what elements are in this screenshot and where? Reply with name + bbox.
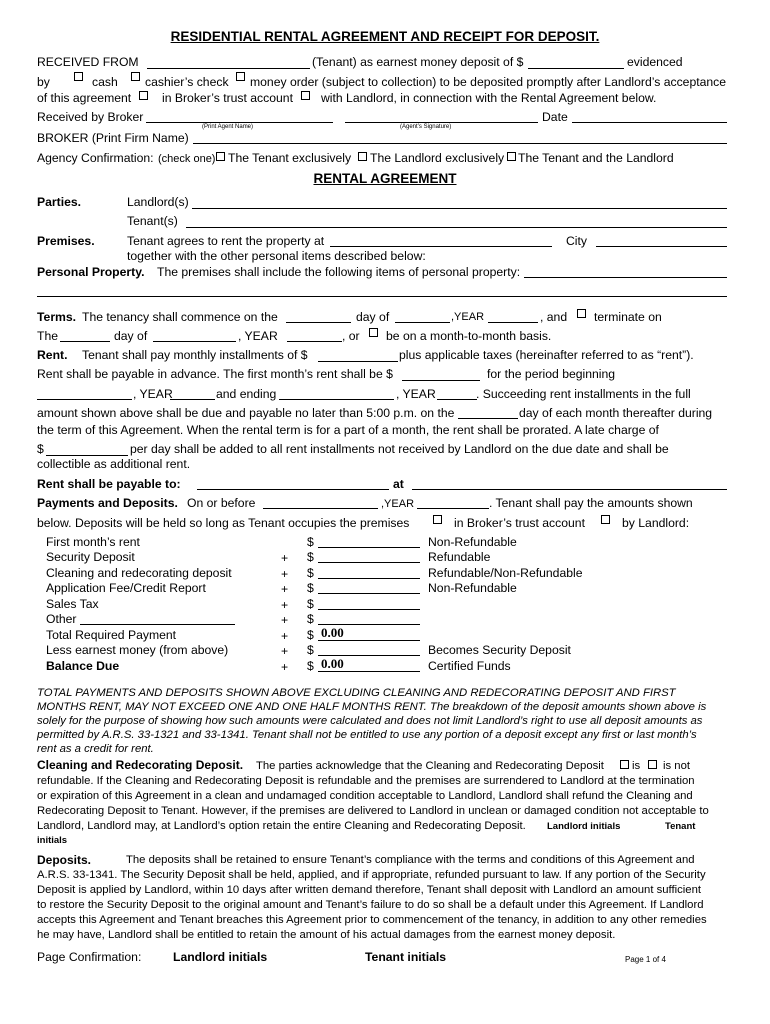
deposits-para-line: Deposit is applied by Landlord, within 10 days after written demand therefore, Tenant shall deposit with Landlord an amount sufficient: [37, 884, 701, 896]
table-row-label: Less earnest money (from above): [46, 643, 229, 657]
deposits-para-line: he may have, Landlord shall be entitled to retain the amount of his actual damages from the earnest money deposit.: [37, 929, 616, 941]
table-row-label: Application Fee/Credit Report: [46, 581, 206, 595]
deposit-brokers-trust-label: in Broker’s trust account: [454, 516, 585, 530]
table-row-label: Sales Tax: [46, 597, 99, 611]
cleaning-deposit-label: Cleaning and Redecorating Deposit.: [37, 758, 244, 772]
cleaning-is-not-label: is not: [663, 760, 691, 772]
terminate-year-field[interactable]: [287, 341, 342, 342]
table-row-label: Total Required Payment: [46, 628, 177, 642]
cash-checkbox[interactable]: [74, 72, 83, 81]
day-of-label: day of: [356, 310, 390, 324]
cleaning-para-line: Redecorating Deposit to Tenant. However, if the premises are delivered to Landlord in unclean or damaged condition not acceptable to: [37, 805, 709, 817]
period-beginning-text: for the period beginning: [487, 367, 616, 381]
due-day-field[interactable]: [458, 418, 518, 419]
terminate-label: terminate on: [594, 310, 662, 324]
commence-year-field[interactable]: [488, 322, 538, 323]
page-confirmation-label: Page Confirmation:: [37, 950, 142, 964]
italic-para-line: solely for the purpose of showing how such amounts were calculated and does not limit Landlord’s right to use all deposit amounts as: [37, 715, 703, 727]
payment-year-field[interactable]: [417, 508, 489, 509]
table-row-dollar: $: [307, 581, 314, 595]
succeeding-text: . Succeeding rent installments in the full: [476, 387, 691, 401]
broker-firm-label: BROKER (Print Firm Name): [37, 131, 189, 145]
with-landlord-checkbox[interactable]: [301, 91, 310, 100]
table-row-dollar: $: [307, 550, 314, 564]
table-row-note: Refundable: [428, 550, 491, 564]
broker-firm-field[interactable]: [193, 143, 727, 144]
amount-shown-text: amount shown above shall be due and payable no later than 5:00 p.m. on the: [37, 406, 455, 420]
amounts-shown-text: . Tenant shall pay the amounts shown: [489, 496, 693, 510]
tenants-field[interactable]: [186, 227, 727, 228]
italic-para-line: TOTAL PAYMENTS AND DEPOSITS SHOWN ABOVE EXCLUDING CLEANING AND REDECORATING DEPOSIT AND FIRST: [37, 687, 676, 699]
footer-tenant-initials: Tenant initials: [365, 950, 447, 964]
deposits-para-line: accepts this Agreement and Tenant breaches this Agreement prior to commencement of the tenancy, in addition to any other remedies: [37, 914, 707, 926]
terms-label: Terms.: [37, 310, 77, 324]
first-month-rent-field[interactable]: [402, 380, 480, 381]
deposit-landlord-label: by Landlord:: [622, 516, 690, 530]
deposits-para-line: A.R.S. 33-1341. The Security Deposit shall be held, applied, and if appropriate, refunded pursuant to law. If any portion of the Security: [37, 869, 706, 881]
payable-at-field[interactable]: [412, 489, 727, 490]
payments-deposits-label: Payments and Deposits.: [37, 496, 178, 510]
table-row-plus: +: [281, 598, 289, 612]
terminate-month-field[interactable]: [153, 341, 236, 342]
landlord-exclusive-label: The Landlord exclusively: [370, 151, 505, 165]
date-label: Date: [542, 110, 568, 124]
rent-advance-text: Rent shall be payable in advance. The first month’s rent shall be $: [37, 367, 393, 381]
commence-month-field[interactable]: [395, 322, 450, 323]
evidenced-label: evidenced: [627, 55, 683, 69]
rental-agreement-heading: RENTAL AGREEMENT: [313, 171, 457, 186]
table-row-dollar: $: [307, 643, 314, 657]
deposit-brokers-trust-checkbox[interactable]: [433, 515, 442, 524]
cleaning-is-label: is: [632, 760, 641, 772]
period-begin-year-field[interactable]: [170, 399, 215, 400]
deposit-landlord-checkbox[interactable]: [601, 515, 610, 524]
cleaning-initials-word: initials: [37, 835, 68, 846]
money-order-label: money order (subject to collection) to be deposited promptly after Landlord’s acceptance: [250, 75, 727, 89]
application-fee-field[interactable]: [318, 593, 420, 594]
parties-label: Parties.: [37, 195, 82, 209]
tenant-name-field[interactable]: [147, 68, 310, 69]
agent-signature-field[interactable]: [345, 122, 538, 123]
cleaning-deposit-field[interactable]: [318, 578, 420, 579]
sales-tax-field[interactable]: [318, 609, 420, 610]
personal-property-field-2[interactable]: [37, 296, 727, 297]
late-charge-field[interactable]: [46, 455, 128, 456]
and-ending-label: and ending: [216, 387, 277, 401]
table-row-dollar: $: [307, 566, 314, 580]
premises-text: Tenant agrees to rent the property at: [127, 234, 325, 248]
document-title: RESIDENTIAL RENTAL AGREEMENT AND RECEIPT FOR DEPOSIT.: [170, 29, 600, 44]
day-of-label-2: day of: [114, 329, 148, 343]
money-order-checkbox[interactable]: [236, 72, 245, 81]
total-payment-value: 0.00: [321, 625, 344, 640]
rent-label: Rent.: [37, 348, 68, 362]
received-by-label: Received by Broker: [37, 110, 144, 124]
earnest-amount-field[interactable]: [528, 68, 624, 69]
tenant-exclusive-label: The Tenant exclusively: [228, 151, 352, 165]
balance-due-value: 0.00: [321, 656, 344, 671]
terms-text: The tenancy shall commence on the: [82, 310, 278, 324]
cleaning-tenant-initials: Tenant: [665, 821, 696, 832]
year-label-2: , YEAR: [238, 329, 278, 343]
per-day-text: per day shall be added to all rent installments not received by Landlord on the due date and shall be: [130, 442, 669, 456]
deposits-label: Deposits.: [37, 853, 92, 867]
or-label: , or: [342, 329, 360, 343]
payable-at-label: at: [393, 477, 404, 491]
table-row-plus: +: [281, 582, 289, 596]
city-label: City: [566, 234, 587, 248]
earnest-deposit-label: (Tenant) as earnest money deposit of $: [312, 55, 524, 69]
payment-date-field[interactable]: [263, 508, 378, 509]
table-row-plus: +: [281, 613, 289, 627]
cleaning-para-line: refundable. If the Cleaning and Redecorating Deposit is refundable and the premises are surrendered to Landlord at the termination: [37, 775, 695, 787]
of-agreement-label: of this agreement: [37, 91, 132, 105]
page-number: Page 1 of 4: [625, 955, 666, 964]
cleaning-text: The parties acknowledge that the Cleaning and Redecorating Deposit: [256, 760, 604, 772]
italic-para-line: MONTHS RENT, MAY NOT EXCEED ONE AND ONE HALF MONTHS RENT. The breakdown of the deposit amounts shown above is: [37, 701, 707, 713]
footer-landlord-initials: Landlord initials: [173, 950, 268, 964]
payment-year-label: ,YEAR: [381, 498, 415, 510]
table-row-label: First month’s rent: [46, 535, 140, 549]
monthly-rent-field[interactable]: [318, 361, 398, 362]
cleaning-landlord-initials: Landlord initials: [547, 821, 621, 832]
payable-to-label: Rent shall be payable to:: [37, 477, 181, 491]
both-parties-checkbox[interactable]: [507, 152, 516, 161]
table-row-plus: +: [281, 551, 289, 565]
year-label-3: , YEAR: [133, 387, 173, 401]
other-description-field[interactable]: [80, 624, 235, 625]
table-row-note: Non-Refundable: [428, 581, 517, 595]
on-before-label: On or before: [187, 496, 256, 510]
cleaning-is-checkbox[interactable]: [620, 760, 629, 769]
deposits-held-text: below. Deposits will be held so long as Tenant occupies the premises: [37, 516, 410, 530]
plus-taxes-text: plus applicable taxes (hereinafter referred to as “rent”).: [399, 348, 694, 362]
year-label: ,YEAR: [451, 311, 485, 323]
received-from-label: RECEIVED FROM: [37, 55, 139, 69]
date-field[interactable]: [572, 122, 727, 123]
terminate-day-field[interactable]: [60, 341, 110, 342]
personal-property-text: The premises shall include the following items of personal property:: [157, 265, 521, 279]
by-label: by: [37, 75, 50, 89]
tenants-label: Tenant(s): [127, 214, 178, 228]
period-end-year-field[interactable]: [437, 399, 477, 400]
landlords-field[interactable]: [192, 208, 727, 209]
cleaning-para-line: Landlord, Landlord may, at Landlord’s option retain the entire Cleaning and Redecorating Deposit.: [37, 820, 526, 832]
personal-property-field[interactable]: [524, 277, 727, 278]
check-one-label: (check one): [158, 153, 216, 165]
balance-due-field[interactable]: [318, 671, 420, 672]
month-to-month-label: be on a month-to-month basis.: [386, 329, 552, 343]
landlords-label: Landlord(s): [127, 195, 189, 209]
tenant-exclusive-checkbox[interactable]: [216, 152, 225, 161]
together-text: together with the other personal items described below:: [127, 249, 426, 263]
city-field[interactable]: [596, 246, 727, 247]
italic-para-line: rent as a credit for rent.: [37, 743, 154, 755]
table-row-note: Becomes Security Deposit: [428, 643, 571, 657]
cleaning-is-not-checkbox[interactable]: [648, 760, 657, 769]
table-row-dollar: $: [307, 659, 314, 673]
term-prorate-text: the term of this Agreement. When the rental term is for a part of a month, the rent shall be prorated. A late charge of: [37, 423, 659, 437]
table-row-note: Refundable/Non-Refundable: [428, 566, 583, 580]
day-each-month-text: day of each month thereafter during: [519, 406, 713, 420]
year-label-4: , YEAR: [396, 387, 436, 401]
table-row-dollar: $: [307, 612, 314, 626]
collectible-text: collectible as additional rent.: [37, 457, 191, 471]
cleaning-para-line: or expiration of this Agreement in a clean and undamaged condition acceptable to Landlord, Landlord shall refund the Cleaning and: [37, 790, 693, 802]
agent-signature-caption: (Agent’s Signature): [400, 124, 452, 130]
period-end-date-field[interactable]: [279, 399, 394, 400]
table-row-plus: +: [281, 644, 289, 658]
print-agent-caption: (Print Agent Name): [202, 124, 254, 130]
landlord-exclusive-checkbox[interactable]: [358, 152, 367, 161]
table-row-plus: +: [281, 629, 289, 643]
rent-installment-text: Tenant shall pay monthly installments of $: [82, 348, 308, 362]
brokers-trust-label: in Broker’s trust account: [162, 91, 293, 105]
both-parties-label: The Tenant and the Landlord: [518, 151, 674, 165]
payable-to-field[interactable]: [197, 489, 389, 490]
period-begin-date-field[interactable]: [37, 399, 132, 400]
brokers-trust-checkbox[interactable]: [139, 91, 148, 100]
table-row-note: Certified Funds: [428, 659, 511, 673]
premises-address-field[interactable]: [330, 246, 552, 247]
premises-label: Premises.: [37, 234, 95, 248]
deposits-para-line: to restore the Security Deposit to the original amount and Tenant’s failure to do so shall be a default under this Agreement. If Landlord: [37, 899, 704, 911]
table-row-note: Non-Refundable: [428, 535, 517, 549]
security-deposit-field[interactable]: [318, 562, 420, 563]
cash-label: cash: [92, 75, 118, 89]
total-payment-field[interactable]: [318, 640, 420, 641]
commence-day-field[interactable]: [286, 322, 351, 323]
table-row-label: Security Deposit: [46, 550, 135, 564]
agent-name-field[interactable]: [146, 122, 333, 123]
table-row-plus: +: [281, 660, 289, 674]
late-dollar-label: $: [37, 442, 44, 456]
the-label: The: [37, 329, 59, 343]
deposits-para-line: The deposits shall be retained to ensure Tenant’s compliance with the terms and conditions of this Agreement and: [126, 854, 695, 866]
table-row-dollar: $: [307, 535, 314, 549]
with-landlord-label: with Landlord, in connection with the Rental Agreement below.: [321, 91, 657, 105]
table-row-dollar: $: [307, 597, 314, 611]
first-month-amount-field[interactable]: [318, 547, 420, 548]
and-label: , and: [540, 310, 568, 324]
table-row-dollar: $: [307, 628, 314, 642]
table-row-label: Other: [46, 612, 77, 626]
personal-property-label: Personal Property.: [37, 265, 145, 279]
italic-para-line: permitted by A.R.S. 33-1321 and 33-1341. Tenant shall not be entitled to use any portion of a deposit except any first or last month’s: [37, 729, 697, 741]
cashiers-check-checkbox[interactable]: [131, 72, 140, 81]
table-row-plus: +: [281, 567, 289, 581]
agency-confirmation-label: Agency Confirmation:: [37, 151, 154, 165]
month-to-month-checkbox[interactable]: [369, 328, 378, 337]
table-row-label: Balance Due: [46, 659, 120, 673]
terminate-checkbox[interactable]: [577, 309, 586, 318]
cashiers-check-label: cashier’s check: [145, 75, 229, 89]
table-row-label: Cleaning and redecorating deposit: [46, 566, 232, 580]
